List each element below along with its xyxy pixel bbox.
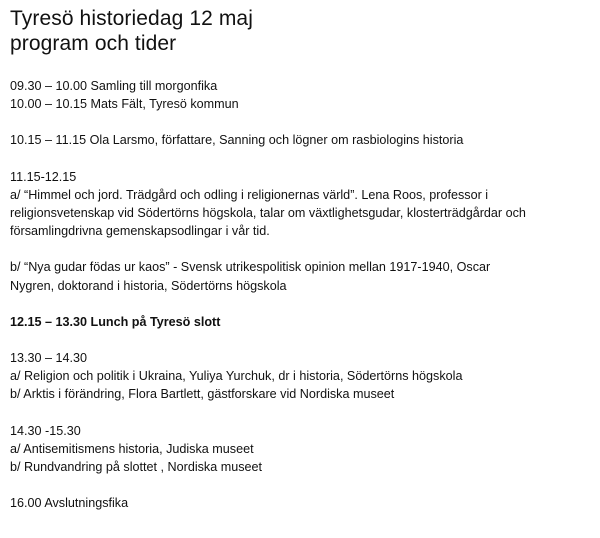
session-item-a: a/ Religion och politik i Ukraina, Yuliya Yurchuk, dr i historia, Södertörns högskola [10, 369, 463, 384]
session-time: 11.15-12.15 [10, 169, 77, 184]
spacer [10, 56, 594, 77]
spacer [10, 150, 594, 168]
schedule-session-1 [10, 168, 594, 241]
spacer [10, 404, 594, 422]
session-item-a-line-3: församlingdrivna gemenskapsodlingar i vår tid. [10, 224, 270, 239]
schedule-session-1-b [10, 258, 594, 294]
session-item-b-line-1: b/ “Nya gudar födas ur kaos” - Svensk utrikespolitisk opinion mellan 1917-1940, Oscar [10, 260, 491, 275]
schedule-lunch [10, 313, 594, 331]
schedule-session-2 [10, 349, 594, 404]
schedule-item-closing: 16.00 Avslutningsfika [10, 496, 129, 511]
schedule-item-larsmo: 10.15 – 11.15 Ola Larsmo, författare, Sanning och lögner om rasbiologins historia [10, 133, 464, 148]
spacer [10, 331, 594, 349]
document-page [10, 6, 594, 512]
session-time: 14.30 -15.30 [10, 423, 81, 438]
session-item-b: b/ Rundvandring på slottet , Nordiska museet [10, 460, 263, 475]
session-time: 13.30 – 14.30 [10, 351, 88, 366]
spacer [10, 240, 594, 258]
spacer [10, 113, 594, 131]
schedule-lecture-larsmo [10, 131, 594, 149]
session-item-b-line-2: Nygren, doktorand i historia, Södertörns högskola [10, 278, 287, 293]
title-line-2: program och tider [10, 32, 177, 55]
title-line-1: Tyresö historiedag 12 maj [10, 7, 253, 30]
session-item-b: b/ Arktis i förändring, Flora Bartlett, gästforskare vid Nordiska museet [10, 387, 395, 402]
spacer [10, 476, 594, 494]
schedule-morning [10, 77, 594, 113]
session-item-a: a/ Antisemitismens historia, Judiska museet [10, 441, 254, 456]
spacer [10, 295, 594, 313]
session-item-a-line-1: a/ “Himmel och jord. Trädgård och odling i religionernas värld”. Lena Roos, professor i [10, 187, 489, 202]
schedule-item-lunch: 12.15 – 13.30 Lunch på Tyresö slott [10, 314, 221, 329]
session-item-a-line-2: religionsvetenskap vid Södertörns högskola, talar om växtlighetsgudar, klosterträdgårdar och [10, 206, 526, 221]
schedule-item-welcome: 10.00 – 10.15 Mats Fält, Tyresö kommun [10, 97, 239, 112]
schedule-item-samling: 09.30 – 10.00 Samling till morgonfika [10, 79, 218, 93]
schedule-closing [10, 494, 594, 512]
schedule-session-3 [10, 422, 594, 477]
document-title [10, 6, 594, 56]
